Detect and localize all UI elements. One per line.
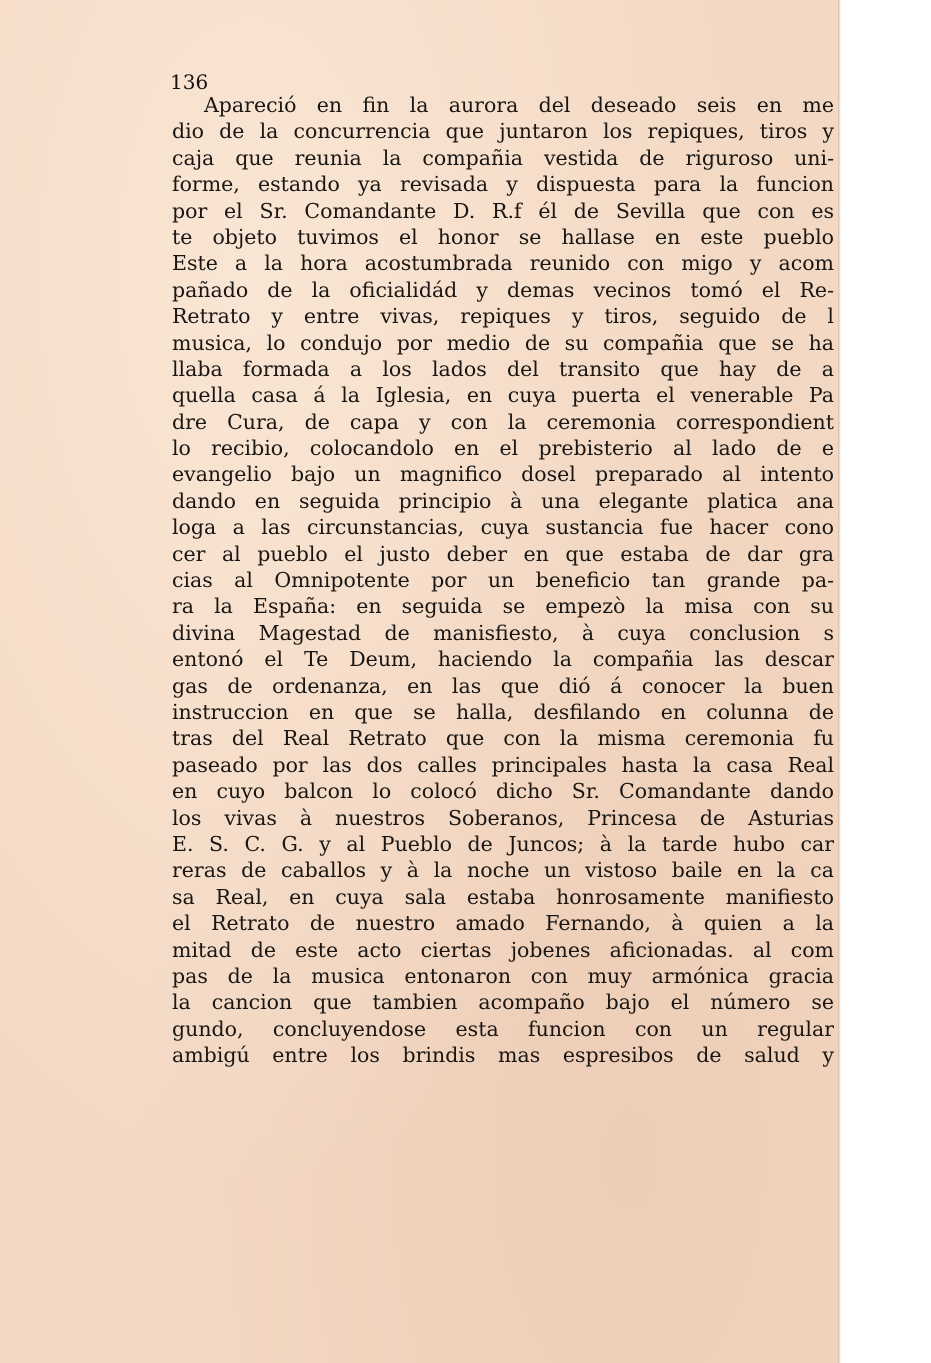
text-line: entonó el Te Deum, haciendo la compañia las descar [172, 647, 834, 672]
text-line: por el Sr. Comandante D. R.f él de Sevilla que con es [172, 198, 834, 223]
page-number: 136 [170, 70, 209, 94]
text-line: pas de la musica entonaron con muy armónica gracia [172, 963, 834, 988]
text-line: reras de caballos y à la noche un vistoso baile en la ca [172, 858, 834, 883]
text-line: forme, estando ya revisada y dispuesta para la funcion [172, 172, 834, 197]
text-line: mitad de este acto ciertas jobenes aficionadas. al com [172, 937, 834, 962]
text-line: cias al Omnipotente por un beneficio tan grande pa- [172, 568, 834, 593]
text-line: Retrato y entre vivas, repiques y tiros, seguido de l [172, 304, 834, 329]
text-line: caja que reunia la compañia vestida de riguroso uni- [172, 145, 834, 170]
text-line: dando en seguida principio à una elegante platica ana [172, 488, 834, 513]
text-line: gundo, concluyendose esta funcion con un regular [172, 1016, 834, 1041]
text-line: lo recibio, colocandolo en el prebisterio al lado de e [172, 436, 834, 461]
text-line: dre Cura, de capa y con la ceremonia correspondient [172, 409, 834, 434]
text-line: el Retrato de nuestro amado Fernando, à quien a la [172, 911, 834, 936]
text-line: ambigú entre los brindis mas espresibos de salud y [172, 1043, 834, 1068]
text-line: cer al pueblo el justo deber en que estaba de dar gra [172, 541, 834, 566]
text-line: la cancion que tambien acompaño bajo el número se [172, 990, 834, 1015]
text-line: E. S. C. G. y al Pueblo de Juncos; à la tarde hubo car [172, 831, 834, 856]
text-line: gas de ordenanza, en las que dió á conocer la buen [172, 673, 834, 698]
text-line: sa Real, en cuya sala estaba honrosamente manifiesto [172, 884, 834, 909]
text-line: divina Magestad de manisfiesto, à cuya conclusion s [172, 620, 834, 645]
text-line: pañado de la oficialidád y demas vecinos tomó el Re- [172, 277, 834, 302]
text-line: Este a la hora acostumbrada reunido con migo y acom [172, 251, 834, 276]
text-line: quella casa á la Iglesia, en cuya puerta el venerable Pa [172, 383, 834, 408]
text-line: tras del Real Retrato que con la misma ceremonia fu [172, 726, 834, 751]
text-line: llaba formada a los lados del transito que hay de a [172, 356, 834, 381]
text-line: te objeto tuvimos el honor se hallase en este pueblo [172, 224, 834, 249]
text-line: paseado por las dos calles principales hasta la casa Real [172, 752, 834, 777]
text-line: instruccion en que se halla, desfilando en colunna de [172, 699, 834, 724]
text-line: Apareció en fin la aurora del deseado seis en me [204, 93, 834, 117]
text-line: dio de la concurrencia que juntaron los repiques, tiros y [172, 119, 834, 144]
text-line: ra la España: en seguida se empezò la misa con su [172, 594, 834, 619]
text-line: en cuyo balcon lo colocó dicho Sr. Comandante dando [172, 779, 834, 804]
text-line: loga a las circunstancias, cuya sustancia fue hacer cono [172, 515, 834, 540]
text-line: los vivas à nuestros Soberanos, Princesa de Asturias [172, 805, 834, 830]
text-line: musica, lo condujo por medio de su compañia que se ha [172, 330, 834, 355]
text-block [172, 92, 834, 1068]
text-line: evangelio bajo un magnifico dosel preparado al intento [172, 462, 834, 487]
page-edge [838, 0, 841, 1363]
